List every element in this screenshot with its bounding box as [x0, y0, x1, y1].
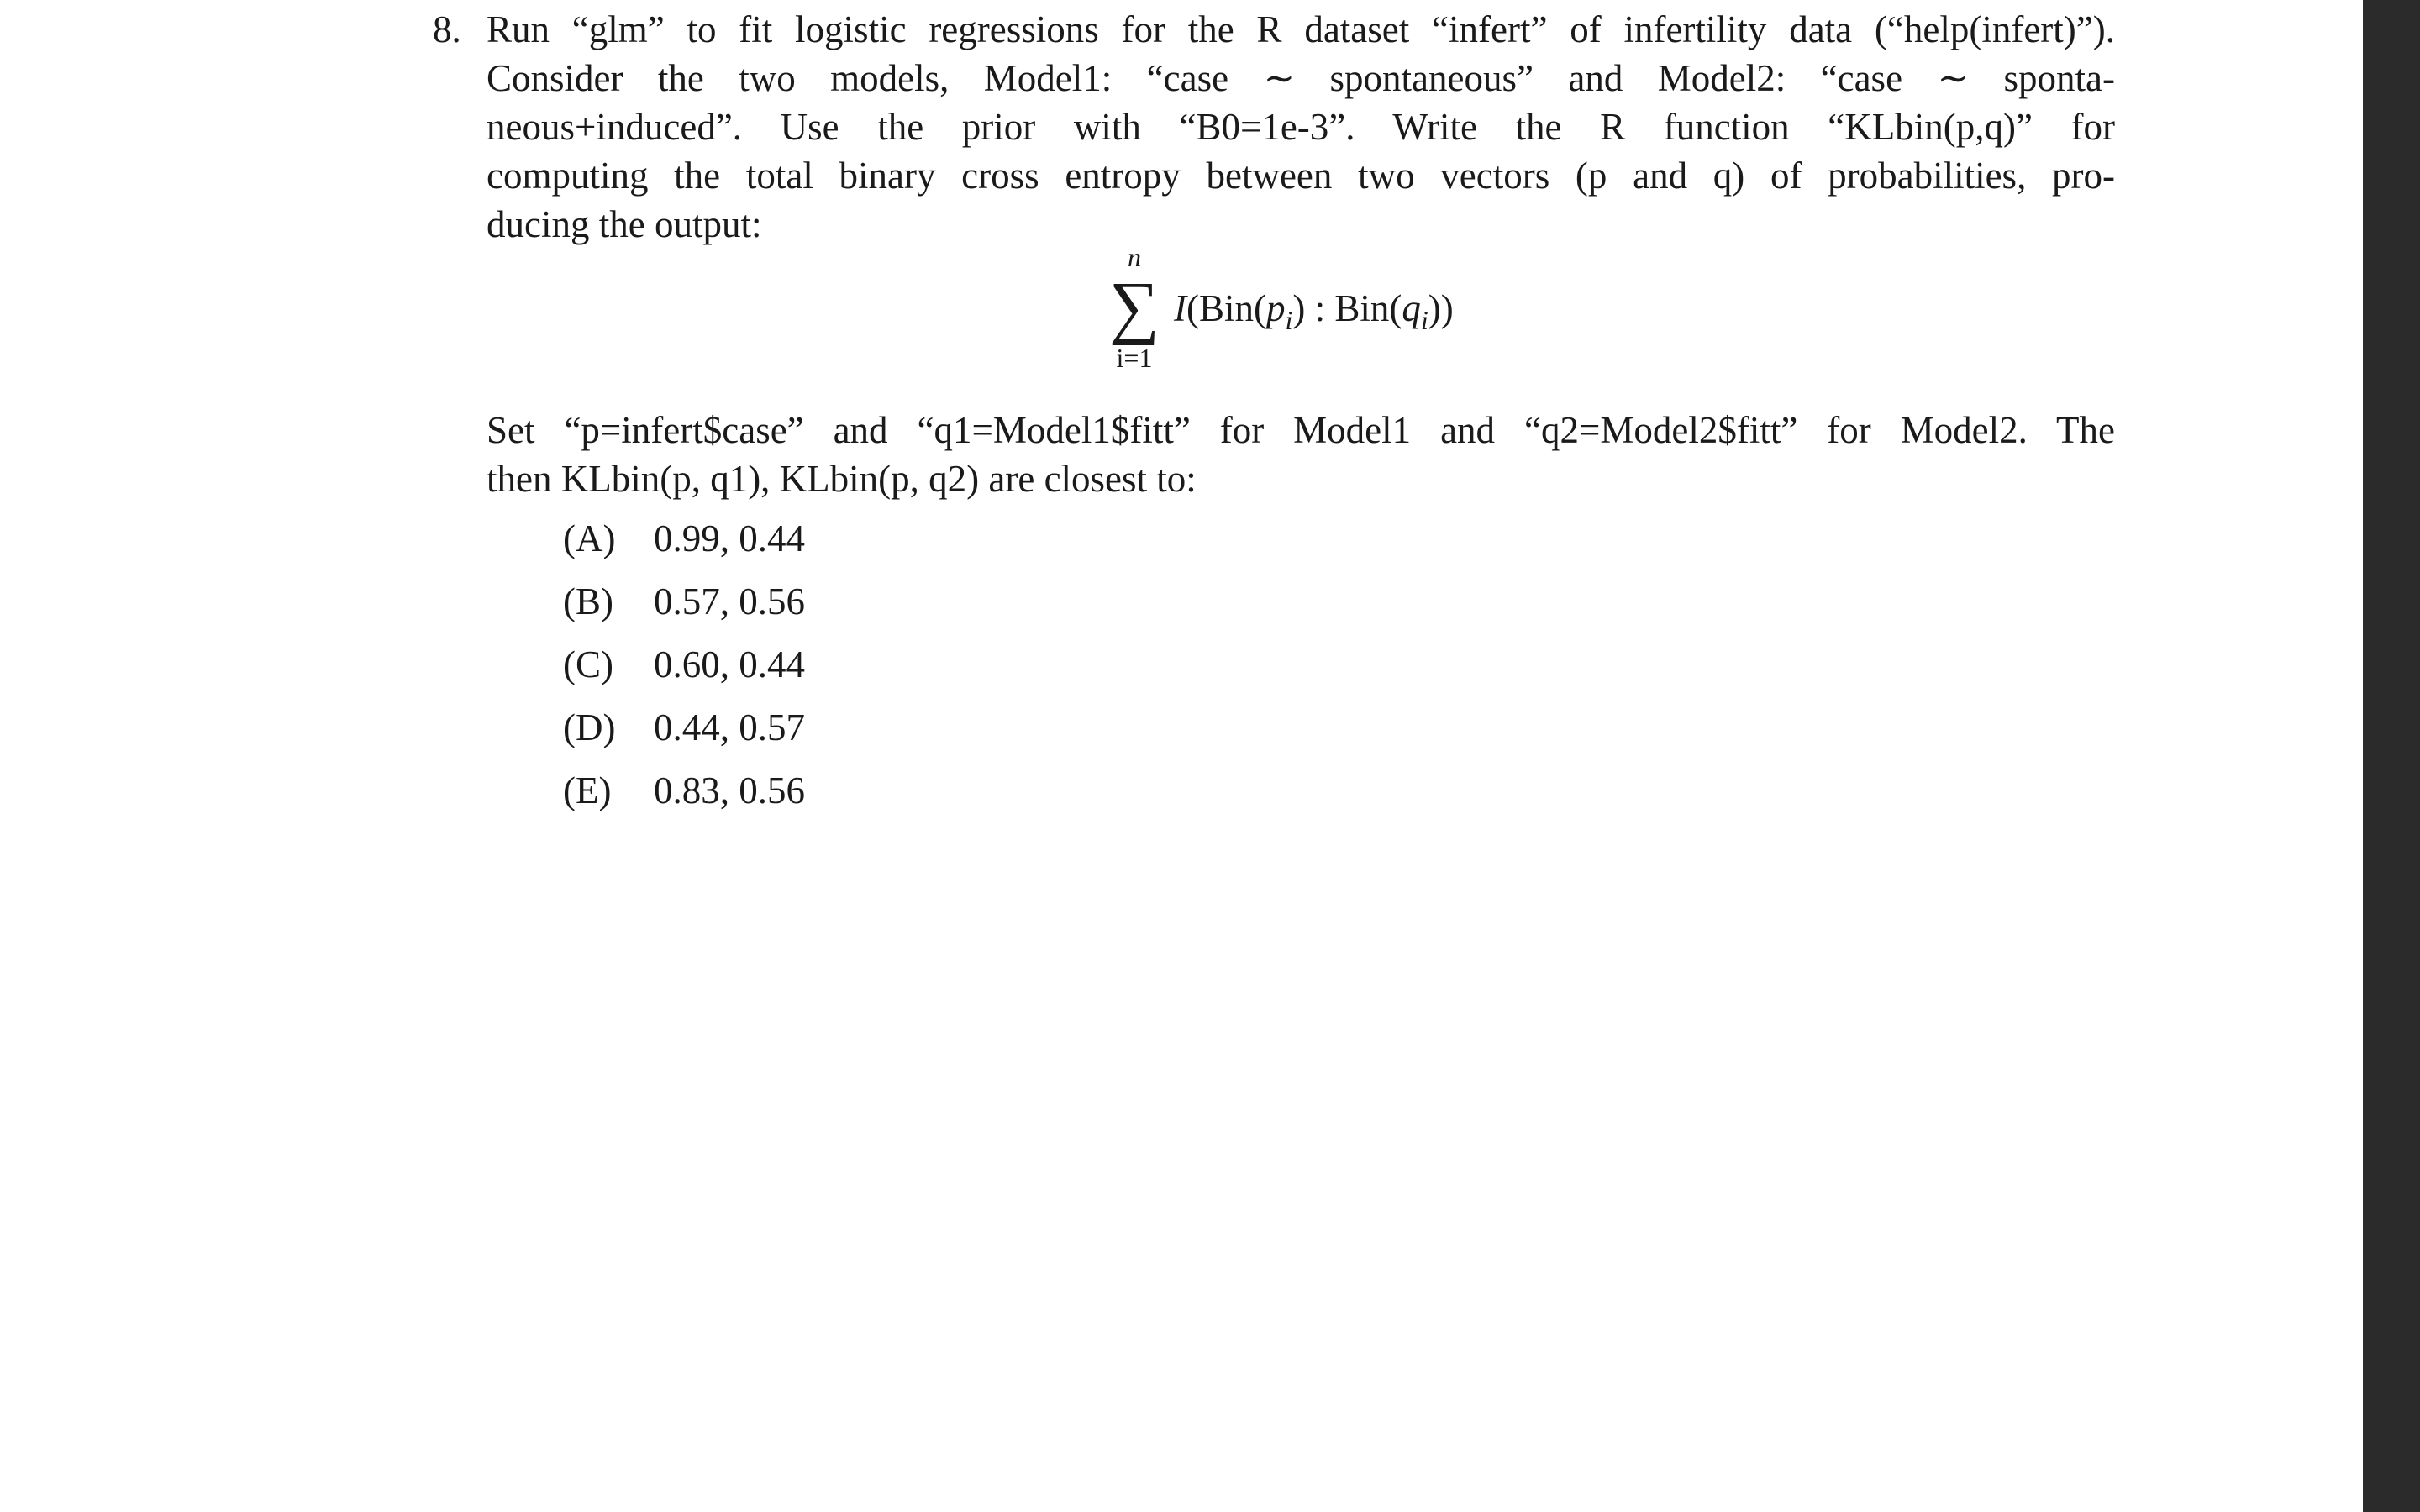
- formula-q-index: i: [1420, 305, 1428, 335]
- problem-number: 8.: [433, 8, 461, 50]
- problem-text-line-6: Set “p=infert$case” and “q1=Model1$fitt” for Model1 and “q2=Model2$fitt” for Model2. The: [487, 409, 2115, 451]
- summation-body: [1174, 284, 1454, 344]
- problem-text-line-3: neous+induced”. Use the prior with “B0=1e-3”. Write the R function “KLbin(p,q)” for: [487, 106, 2115, 148]
- window-edge-panel: [2363, 0, 2420, 1512]
- formula-p: p: [1266, 287, 1286, 329]
- formula-q: q: [1402, 287, 1421, 329]
- option-value: 0.99, 0.44: [654, 517, 805, 559]
- option-value: 0.83, 0.56: [654, 769, 805, 811]
- option-letter: (C): [563, 643, 613, 685]
- formula-mid: ) : Bin(: [1292, 287, 1402, 329]
- option-letter: (A): [563, 517, 616, 559]
- problem-text-line-4: computing the total binary cross entropy between two vectors (p and q) of probabilities, pro-: [487, 155, 2115, 197]
- option-letter: (E): [563, 769, 612, 811]
- problem-text-line-7: then KLbin(p, q1), KLbin(p, q2) are closest to:: [487, 458, 1197, 500]
- formula-open: (Bin(: [1186, 287, 1266, 329]
- summation-operator: [1092, 240, 1176, 383]
- option-value: 0.44, 0.57: [654, 706, 805, 748]
- option-letter: (B): [563, 580, 613, 622]
- problem-text-line-1: Run “glm” to fit logistic regressions for the R dataset “infert” of infertility data (“help(infert)”).: [487, 8, 2115, 50]
- formula-p-index: i: [1285, 305, 1293, 335]
- option-letter: (D): [563, 706, 616, 748]
- sigma-symbol: ∑: [1109, 268, 1160, 346]
- option-value: 0.60, 0.44: [654, 643, 805, 685]
- summation-upper-limit: n: [1128, 242, 1141, 272]
- problem-text-line-2: Consider the two models, Model1: “case ∼ spontaneous” and Model2: “case ∼ sponta-: [487, 57, 2115, 99]
- formula-close: )): [1428, 287, 1454, 329]
- formula-I: I: [1174, 287, 1186, 329]
- summation-formula: [433, 240, 2113, 383]
- summation-lower-limit: i=1: [1116, 343, 1153, 373]
- option-value: 0.57, 0.56: [654, 580, 805, 622]
- problem-text-line-5: ducing the output:: [487, 203, 762, 245]
